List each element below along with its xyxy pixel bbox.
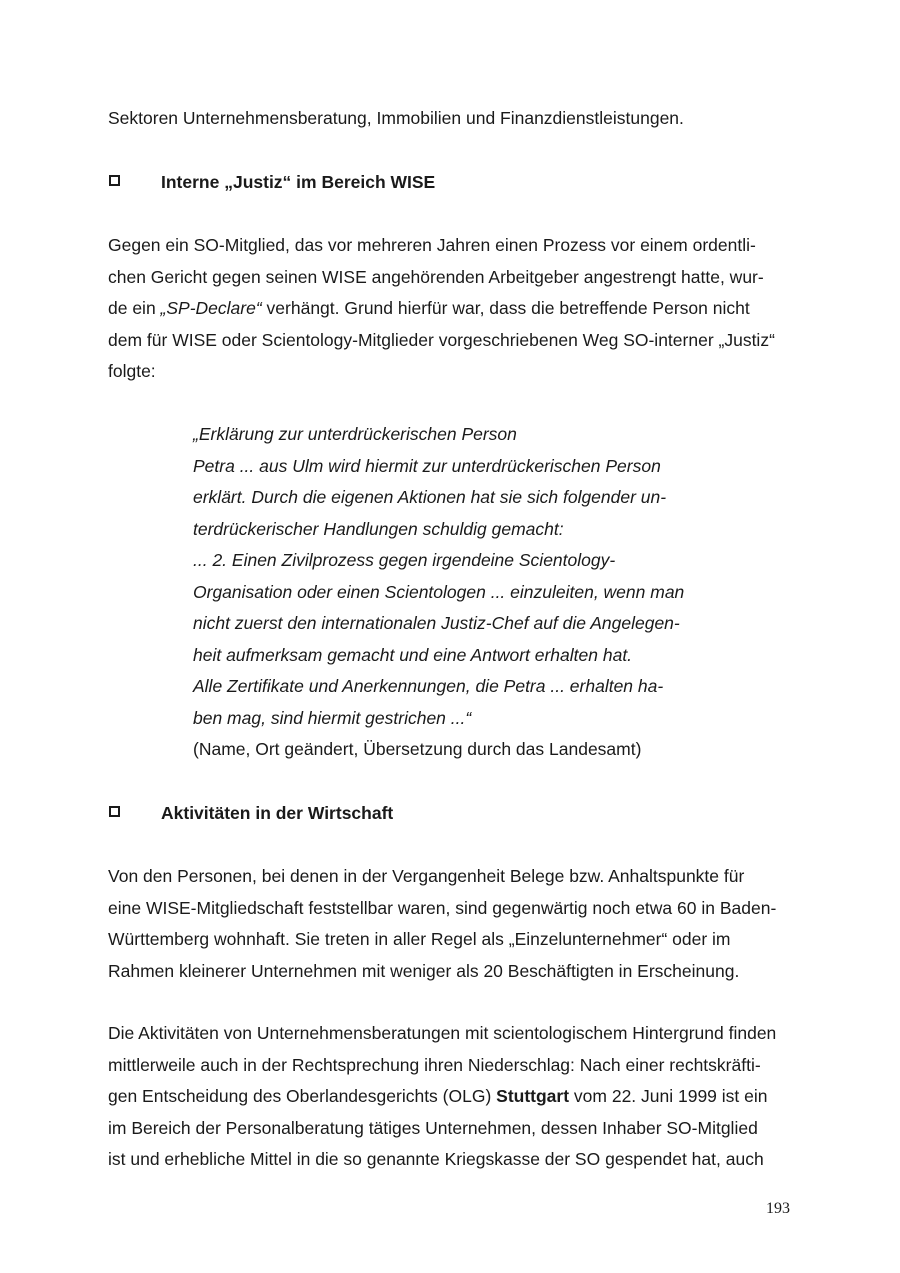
quote-line: Organisation oder einen Scientologen ... einzuleiten, wenn man [193,582,685,602]
paragraph-line: Die Aktivitäten von Unternehmensberatungen mit scientologischem Hintergrund finden [108,1023,777,1043]
paragraph-line [108,1085,768,1107]
section-title: Aktivitäten in der Wirtschaft [161,803,394,823]
paragraph-line: im Bereich der Personalberatung tätiges Unternehmen, dessen Inhaber SO-Mitglied [108,1118,758,1138]
text-segment: vom 22. Juni 1999 ist ein [569,1086,768,1106]
paragraph-line: Rahmen kleinerer Unternehmen mit weniger als 20 Beschäftigten in Erscheinung. [108,961,740,981]
paragraph-line: ist und erhebliche Mittel in die so genannte Kriegskasse der SO gespendet hat, auch [108,1149,764,1169]
quote-line: erklärt. Durch die eigenen Aktionen hat sie sich folgender un- [193,487,667,507]
quote-line: ... 2. Einen Zivilprozess gegen irgendeine Scientology- [193,550,616,570]
paragraph-line: dem für WISE oder Scientology-Mitglieder vorgeschriebenen Weg SO-interner „Justiz“ [108,330,775,350]
paragraph-line: Württemberg wohnhaft. Sie treten in aller Regel als „Einzelunternehmer“ oder im [108,929,731,949]
checkbox-square-icon [109,175,120,186]
paragraph-line: Von den Personen, bei denen in der Vergangenheit Belege bzw. Anhaltspunkte für [108,866,745,886]
text-segment: verhängt. Grund hierfür war, dass die betreffende Person nicht [261,298,750,318]
sp-declare-term: „SP-Declare“ [160,298,262,318]
paragraph-line [108,297,750,319]
quote-line: Alle Zertifikate und Anerkennungen, die Petra ... erhalten ha- [193,676,664,696]
text-segment: gen Entscheidung des Oberlandesgerichts (OLG) [108,1086,497,1106]
text-segment: de ein [108,298,161,318]
city-name-stuttgart: Stuttgart [496,1086,570,1106]
section-title: Interne „Justiz“ im Bereich WISE [161,172,436,192]
quote-line: heit aufmerksam gemacht und eine Antwort erhalten hat. [193,645,633,665]
quote-line: „Erklärung zur unterdrückerischen Person [193,424,517,444]
paragraph-line: eine WISE-Mitgliedschaft feststellbar waren, sind gegenwärtig noch etwa 60 in Baden- [108,898,777,918]
paragraph-line: Gegen ein SO-Mitglied, das vor mehreren Jahren einen Prozess vor einem ordentli- [108,235,756,255]
checkbox-square-icon [109,806,120,817]
quote-line: terdrückerischer Handlungen schuldig gemacht: [193,519,564,539]
quote-line: Petra ... aus Ulm wird hiermit zur unterdrückerischen Person [193,456,661,476]
quote-line: ben mag, sind hiermit gestrichen ...“ [193,708,472,728]
paragraph-line: mittlerweile auch in der Rechtsprechung ihren Niederschlag: Nach einer rechtskräfti- [108,1055,761,1075]
paragraph-line: folgte: [108,361,156,381]
intro-line: Sektoren Unternehmensberatung, Immobilien und Finanzdienstleistungen. [108,108,684,128]
paragraph-line: chen Gericht gegen seinen WISE angehörenden Arbeitgeber angestrengt hatte, wur- [108,267,764,287]
page-number: 193 [766,1200,790,1217]
quote-source-note: (Name, Ort geändert, Übersetzung durch das Landesamt) [193,739,642,759]
quote-line: nicht zuerst den internationalen Justiz-Chef auf die Angelegen- [193,613,680,633]
